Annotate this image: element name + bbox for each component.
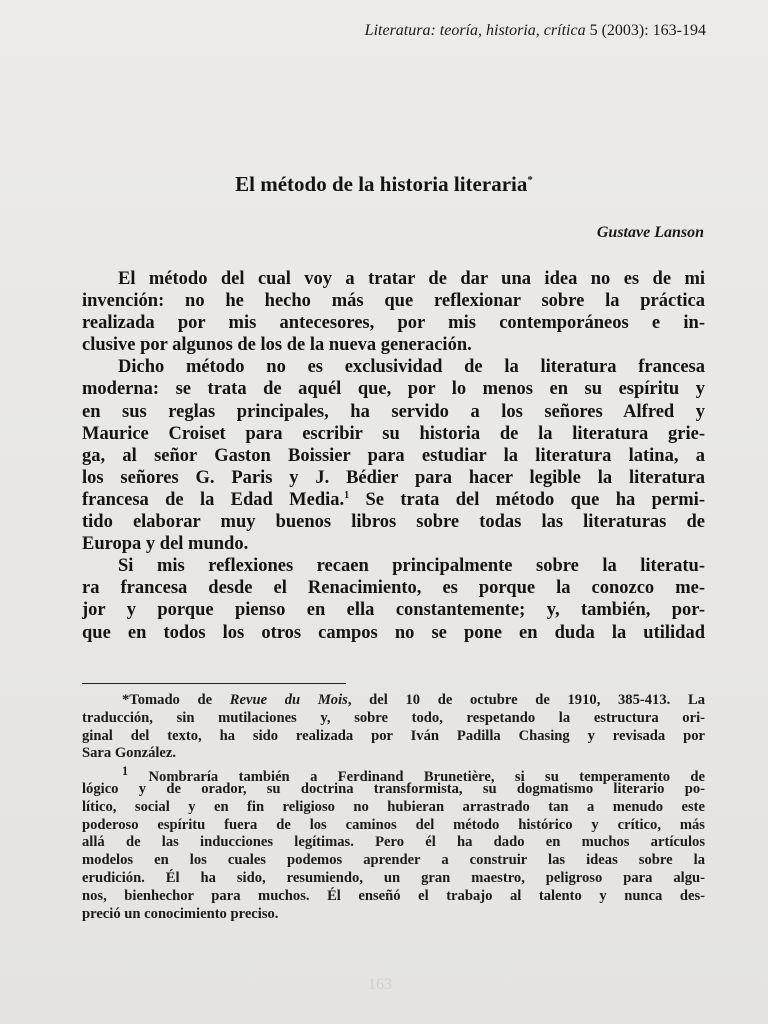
footnote-line: lítico, social y en fin religioso no hubieran arrastrado tan a menudo este (82, 798, 705, 815)
paragraph-3 (82, 555, 705, 643)
footnote-line: poderoso espíritu fuera de los caminos del método histórico y crítico, más (82, 816, 705, 833)
footnote-1-text: Nombraría también a Ferdinand Brunetière, si su temperamento de (128, 769, 705, 786)
body-line: clusive por algunos de los de la nueva generación. (82, 335, 472, 356)
footnote-line: preció un conocimiento preciso. (82, 905, 279, 922)
body-line: jor y porque pienso en ella constantemente; y, también, por- (82, 600, 705, 621)
footnote-line: Sara González. (82, 745, 177, 762)
article-title-text: El método de la historia literaria (235, 172, 528, 196)
body-line: los señores G. Paris y J. Bédier para hacer legible la literatura (82, 467, 705, 488)
journal-pages: 163-194 (652, 22, 706, 39)
body-line: Si mis reflexiones recaen principalmente sobre la literatu- (118, 556, 705, 577)
paragraph-1 (82, 268, 705, 356)
title-footnote-mark: * (527, 174, 533, 186)
paragraph-2 (82, 356, 705, 555)
footnotes (82, 692, 705, 923)
body-line: realizada por mis antecesores, por mis contemporáneos e in- (82, 313, 705, 334)
body-line: ra francesa desde el Renacimiento, es porque la conozco me- (82, 578, 705, 599)
journal-issue: 5 (2003): (589, 22, 649, 39)
footnote-ref-1: 1 (344, 489, 350, 501)
body-line-with-footnote (82, 489, 705, 511)
footnote-line: nos, bienhechor para muchos. Él enseñó el trabajo al talento y nunca des- (82, 887, 705, 904)
article-body (82, 268, 705, 644)
footnote-star-prefix: *Tomado de (122, 692, 230, 708)
body-line-part: Se trata del método que ha permi- (349, 489, 705, 510)
footnote-star (82, 692, 705, 763)
body-line: invención: no he hecho más que reflexionar sobre la práctica (82, 291, 705, 312)
body-line: en sus reglas principales, ha servido a los señores Alfred y (82, 401, 705, 422)
footnote-line: allá de las inducciones legítimas. Pero él ha dado en muchos artículos (82, 834, 705, 851)
article-title (0, 172, 768, 197)
footnote-line (82, 763, 705, 786)
body-line: que en todos los otros campos no se pone en duda la utilidad (82, 622, 705, 643)
footnote-line: erudición. Él ha sido, resumiendo, un gran maestro, peligroso para algu- (82, 869, 705, 886)
footnote-star-source: Revue du Mois (229, 692, 348, 708)
body-line: El método del cual voy a tratar de dar una idea no es de mi (118, 269, 705, 289)
footnote-1-marker: 1 (122, 764, 129, 779)
footnote-line: ginal del texto, ha sido realizada por Iván Padilla Chasing y revisada por (82, 727, 705, 744)
body-line: Dicho método no es exclusividad de la literatura francesa (118, 357, 705, 378)
article-author: Gustave Lanson (596, 224, 704, 241)
body-line-part: francesa de la Edad Media. (82, 489, 345, 510)
body-line: Maurice Croiset para escribir su historia de la literatura grie- (82, 423, 705, 444)
body-line: ga, al señor Gaston Boissier para estudiar la literatura latina, a (82, 445, 705, 466)
page-number: 163 (368, 976, 392, 993)
footnote-line: traducción, sin mutilaciones y, sobre todo, respetando la estructura ori- (82, 709, 705, 726)
footnote-line: lógico y de orador, su doctrina transformista, su dogmatismo literario po- (82, 780, 705, 797)
footnote-star-rest: , del 10 de octubre de 1910, 385-413. La (347, 692, 706, 708)
footnote-line (82, 692, 705, 710)
body-line: moderna: se trata de aquél que, por lo menos en su espíritu y (82, 379, 705, 400)
footnote-1 (82, 763, 705, 923)
journal-title: Literatura: teoría, historia, crítica (364, 22, 586, 39)
body-line: tido elaborar muy buenos libros sobre todas las literaturas de (82, 512, 705, 533)
footnote-divider (82, 683, 346, 684)
footnote-line: modelos en los cuales podemos aprender a construir las ideas sobre la (82, 852, 705, 869)
body-line: Europa y del mundo. (82, 534, 249, 555)
running-head (365, 22, 706, 40)
